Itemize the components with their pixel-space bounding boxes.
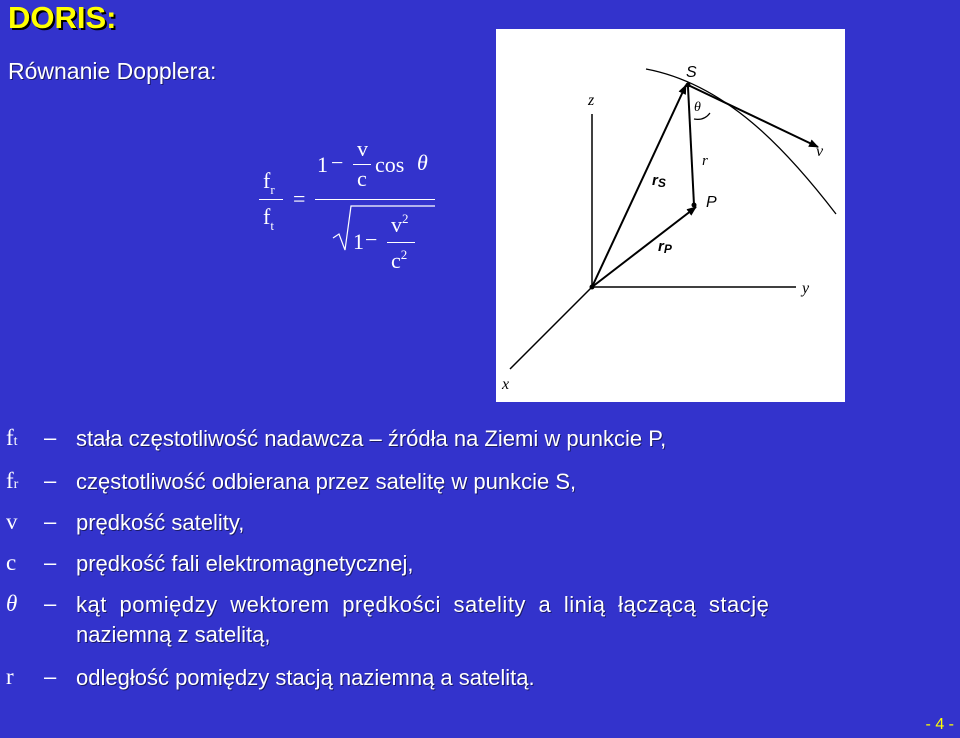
legend-text-ft: stała częstotliwość nadawcza – źródła na Ziemi w punkcie P, [76, 426, 667, 451]
legend-text-theta: kąt pomiędzy wektorem prędkości satelity a linią łączącą stację [76, 592, 770, 617]
label-theta: θ [694, 100, 701, 115]
legend-symbol-v: v [6, 509, 18, 534]
formula-num-minus: − [331, 150, 344, 175]
legend-dash: – [44, 591, 57, 616]
label-p: P [706, 194, 717, 211]
legend-symbol-c: c [6, 550, 17, 575]
label-y: y [802, 280, 810, 297]
label-r: r [702, 153, 708, 169]
label-rp: rP [658, 238, 672, 256]
legend-text-c: prędkość fali elektromagnetycznej, [76, 551, 414, 576]
label-z: z [588, 92, 595, 109]
formula-lhs-num: $f_r$ [263, 168, 275, 197]
formula-num-v: v [357, 136, 368, 161]
formula-num-theta: θ [417, 150, 428, 175]
page-subtitle: Równanie Dopplera: [8, 58, 217, 84]
formula-den-v: $v^2$ [391, 211, 409, 237]
formula-num-c: c [357, 166, 367, 191]
legend-text-fr: częstotliwość odbierana przez satelitę w punkcie S, [76, 469, 577, 494]
formula-num-cos: cos [375, 152, 405, 177]
label-s: S [686, 64, 697, 81]
label-rs: rS [652, 172, 666, 190]
page-title: DORIS: [8, 0, 117, 35]
legend-text-v: prędkość satelity, [76, 510, 245, 535]
label-x: x [502, 376, 510, 393]
legend-dash: – [44, 664, 57, 689]
page-number: - 4 - [925, 716, 954, 733]
formula-num-one: 1 [317, 152, 328, 177]
legend-text-theta-cont: naziemną z satelitą, [76, 622, 271, 647]
legend-dash: – [44, 550, 57, 575]
legend-text-r: odległość pomiędzy stacją naziemną a satelitą. [76, 665, 535, 690]
formula-den-c: $c^2$ [391, 247, 408, 273]
legend-dash: – [44, 468, 57, 493]
formula-den-one: 1 [353, 229, 364, 254]
legend-symbol-r: r [6, 664, 14, 689]
legend-symbol-theta: θ [6, 591, 18, 616]
legend-dash: – [44, 509, 57, 534]
label-v: v [816, 143, 824, 160]
legend-symbol-fr: fr [6, 468, 19, 493]
formula-equals: = [293, 186, 306, 211]
formula-lhs-den: $f_t$ [263, 204, 274, 233]
legend-dash: – [44, 425, 57, 450]
legend-symbol-ft: ft [6, 425, 18, 450]
formula-den-minus: − [365, 227, 378, 252]
